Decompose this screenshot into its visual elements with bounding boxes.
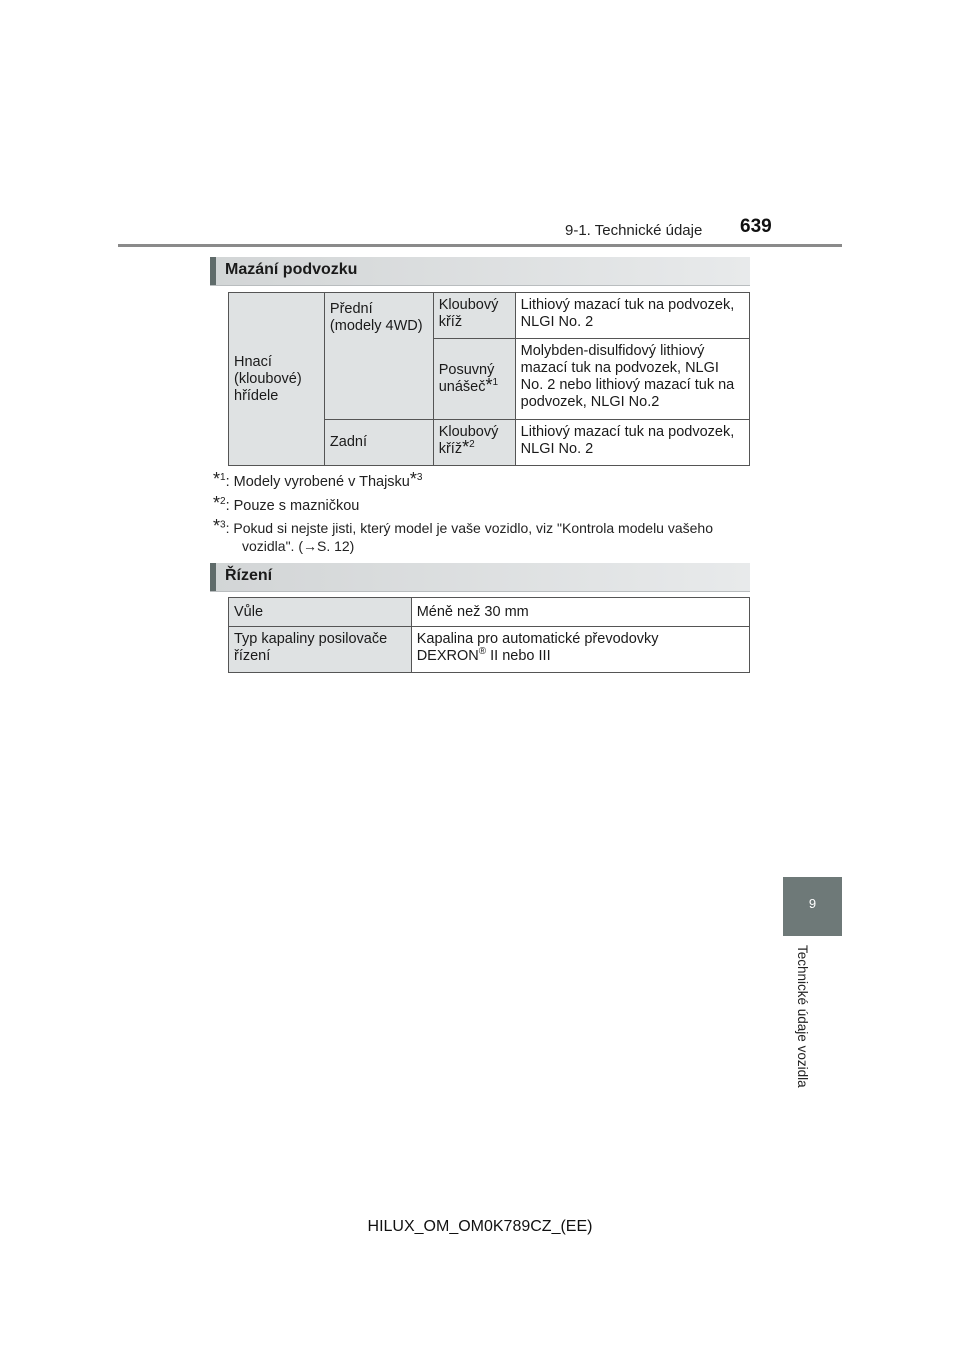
section-heading-title: Řízení: [225, 567, 273, 584]
footnote-star: *: [485, 375, 493, 395]
table-cell-spec: Molybden-disulfidový lithiový mazací tuk na podvozek, NLGI No. 2 nebo lithiový mazací tuk na podvozek, NLGI No.2: [515, 339, 749, 420]
table-cell-rear: Zadní: [324, 420, 433, 466]
heading-accent: [210, 563, 216, 591]
table-cell-label: Vůle: [229, 598, 412, 627]
steering-table: [228, 597, 750, 673]
footnote-2: *$^2$: Pouze s mazničkou: [213, 493, 360, 514]
table-cell-front: Přední (modely 4WD): [324, 293, 433, 420]
chapter-label: Technické údaje vozidla: [795, 945, 810, 1088]
table-cell-part: Posuvný unášeč*$^1$: [433, 339, 515, 420]
footnote-1: *$^1$: Modely vyrobené v Thajsku*$^3$: [213, 469, 423, 490]
section-heading-title: Mazání podvozku: [225, 261, 358, 278]
lubrication-table: [228, 292, 750, 466]
chapter-tab: [783, 877, 842, 936]
table-cell-value: Kapalina pro automatické převodovky DEXRON® II nebo III: [411, 627, 749, 673]
section-title: 9-1. Technické údaje: [565, 222, 703, 239]
document-code: HILUX_OM_OM0K789CZ_(EE): [367, 1218, 593, 1235]
chapter-number: 9: [808, 896, 817, 911]
table-row: [229, 293, 750, 339]
table-row: [229, 598, 750, 627]
section-heading-steering: [210, 563, 750, 592]
table-row: [229, 627, 750, 673]
footnote-star: *: [462, 437, 470, 457]
table-cell-part: Kloubový kříž: [433, 293, 515, 339]
page-number: 639: [740, 216, 772, 237]
footnote-3-continuation: vozidla". (→S. 12): [242, 538, 355, 554]
table-cell-label: Typ kapaliny posilovače řízení: [229, 627, 412, 673]
section-heading-chassis-lubrication: [210, 257, 750, 286]
table-cell-spec: Lithiový mazací tuk na podvozek, NLGI No. 2: [515, 293, 749, 339]
table-cell-part: Kloubový kříž*$^2$: [433, 420, 515, 466]
table-cell-value: Méně než 30 mm: [411, 598, 749, 627]
table-cell-group: Hnací (kloubové) hřídele: [229, 293, 325, 466]
heading-accent: [210, 257, 216, 285]
footnote-3: *$^3$: Pokud si nejste jisti, který model je vaše vozidlo, viz "Kontrola modelu vašeho: [213, 516, 714, 536]
header-divider: [118, 244, 842, 247]
table-cell-spec: Lithiový mazací tuk na podvozek, NLGI No. 2: [515, 420, 749, 466]
